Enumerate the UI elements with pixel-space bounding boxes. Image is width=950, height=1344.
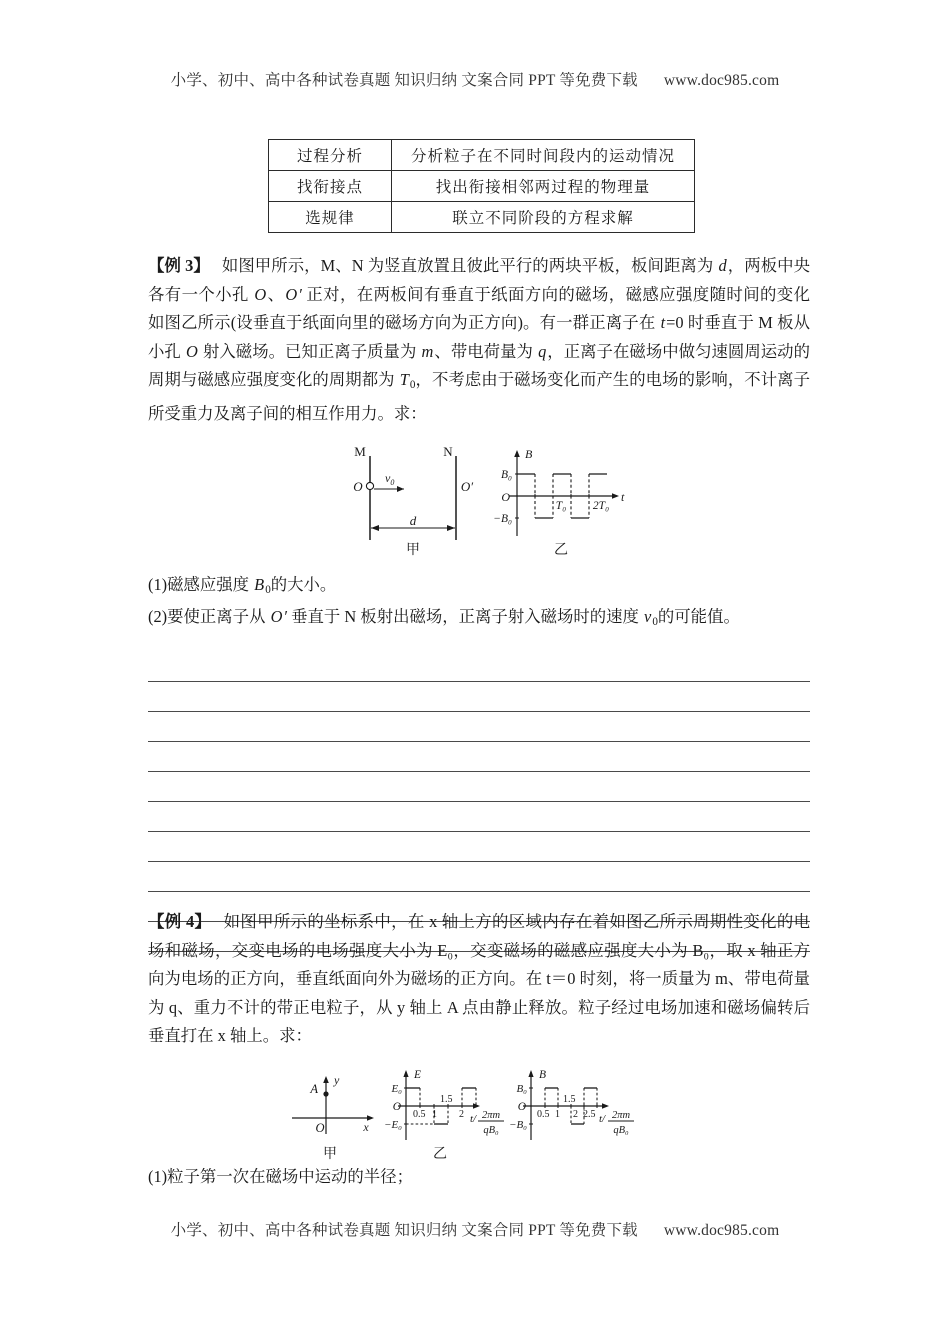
x-axis-label: t	[621, 490, 625, 504]
distance-arrow-head-right	[447, 525, 455, 531]
velocity-label: $v_0$	[385, 471, 395, 487]
b-vs-t-chart-svg	[495, 444, 630, 556]
question2-post: 的可能值。	[657, 607, 740, 626]
x-tick-label-2t0: 2T₀	[592, 500, 610, 512]
example4-figure-jia	[278, 1072, 388, 1164]
example3-paragraph: 【例 3】 如图甲所示，M、N 为竖直放置且彼此平行的两块平板，板间距离为 d，两板中央各有一个小孔 O、O′ 正对，在两板间有垂直于纸面方向的磁场，磁感应强度随时间的变化如图乙所示(设垂直于纸面向里的磁场方向为正方向)。有一群正离子在 t=0 时垂直于 M 板从小孔 O 射入磁场。已知正离子质量为 m、带电荷量为 q，正离子在磁场中做匀速圆周运动的周期与磁感应强度变化的周期都为 T0，不考虑由于磁场变化而产生的电场的影响，不计离子所受重力及离子间的相互作用力。求：	[148, 256, 811, 424]
hole-o-circle	[366, 482, 373, 489]
x-axis-label-numerator: 2πm	[481, 1110, 501, 1121]
example4-tag: 【例 4】	[148, 912, 212, 931]
figure-jia-caption: 甲	[323, 1147, 337, 1162]
table-cell-value: 找出衔接相邻两过程的物理量	[392, 171, 695, 202]
b-vs-t-chart-svg	[503, 1066, 648, 1162]
origin-label: O	[315, 1121, 325, 1135]
y-axis-label: B	[525, 447, 533, 461]
x-axis-label: x	[363, 1120, 369, 1134]
y-min-label: −B₀	[509, 1119, 527, 1131]
table-cell-label: 找衔接点	[269, 171, 392, 202]
point-a-label: A	[310, 1082, 318, 1096]
plates-diagram-svg	[338, 444, 488, 556]
x-tick-label-2: 1.5	[440, 1094, 453, 1105]
example3-text-8: ，正离子在磁场中做匀速圆周运动的周期与磁感应强度变化的周期都为	[148, 341, 810, 390]
x-tick-label-0: 0.5	[413, 1109, 426, 1120]
example3-text-3: 、	[267, 284, 285, 304]
origin-label: O	[392, 1101, 401, 1113]
example3-tag: 【例 3】	[148, 256, 210, 275]
page-footer	[0, 1218, 950, 1240]
answer-line[interactable]	[148, 862, 810, 892]
example3-text-7: 、带电荷量为	[434, 341, 538, 361]
header-text: 小学、初中、高中各种试卷真题 知识归纳 文案合同 PPT 等免费下载	[170, 72, 638, 89]
header-url: www.doc985.com	[663, 72, 780, 89]
answer-line[interactable]	[148, 652, 810, 682]
answer-line[interactable]	[148, 742, 810, 772]
example4-question-1: (1)粒子第一次在磁场中运动的半径；	[148, 1167, 413, 1186]
hole-o-prime-label: O′	[460, 479, 474, 494]
answer-line[interactable]	[148, 712, 810, 742]
answer-line[interactable]	[148, 802, 810, 832]
table-row	[269, 140, 695, 171]
x-axis-arrow	[612, 493, 619, 499]
plate-m-label: M	[354, 444, 366, 459]
figure-yi-caption: 乙	[433, 1147, 447, 1162]
y-min-label: −E₀	[384, 1119, 402, 1131]
x-axis-label-numerator: 2πm	[611, 1110, 631, 1121]
example4-paragraph	[148, 908, 810, 1051]
distance-arrow-head-left	[371, 525, 379, 531]
page-header	[0, 68, 950, 90]
example3-text-1: 如图甲所示，M、N 为竖直放置且彼此平行的两块平板，板间距离为	[221, 256, 718, 275]
y-axis-arrow	[403, 1070, 408, 1077]
example3-text-4: 正对，在两板间有垂直于纸面方向的磁场，磁感应强度随时间的变化如图乙所示(设垂直于纸面向里的磁场方向为正方向)。有一群正离子在	[148, 284, 810, 333]
hole-o-label: O	[353, 479, 363, 494]
y-max-label: B₀	[500, 469, 512, 481]
x-axis-label-denominator: qB₀	[483, 1125, 499, 1136]
x-axis-label-denominator: qB₀	[613, 1125, 629, 1136]
coordinate-system-svg	[278, 1072, 388, 1164]
point-a-marker	[323, 1091, 328, 1096]
example4-text: 如图甲所示的坐标系中，在 x 轴上方的区域内存在着如图乙所示周期性变化的电场和磁场，交变电场的电场强度大小为 E₀，交变磁场的磁感应强度大小为 B₀，取 x 轴正方向为电场的正方向，垂直纸面向外为磁场的正方向。在 t＝0 时刻，将一质量为 m、带电荷量为 q、重力不计的带正电粒子，从 y 轴上 A 点由静止释放。粒子经过电场加速和磁场偏转后垂直打在 x 轴上。求：	[148, 912, 810, 1046]
x-tick-label-1: 1	[555, 1109, 560, 1120]
summary-table-wrap	[268, 139, 695, 233]
footer-url: www.doc985.com	[663, 1222, 780, 1239]
example3-figure-yi	[495, 444, 630, 556]
x-tick-label-t0: T₀	[555, 500, 567, 512]
x-tick-label-1: 1	[432, 1109, 437, 1120]
example4-figure-e-graph	[378, 1066, 503, 1162]
answer-lines	[148, 652, 810, 952]
question2-pre: (2)要使正离子从	[148, 607, 270, 626]
table-row	[269, 202, 695, 233]
y-axis-arrow	[514, 450, 520, 457]
example3-text-5: =0 时垂直于 M 板从小孔	[148, 313, 811, 361]
example3-text-6: 射入磁场。已知正离子质量为	[198, 341, 421, 361]
y-axis-arrow	[323, 1076, 329, 1083]
y-axis-label: y	[334, 1073, 340, 1087]
velocity-arrow-head	[397, 486, 404, 492]
y-axis-arrow	[528, 1070, 533, 1077]
example3-figure-jia	[338, 444, 488, 556]
table-cell-value: 联立不同阶段的方程求解	[392, 202, 695, 233]
y-max-label: E₀	[391, 1083, 402, 1095]
answer-line[interactable]	[148, 682, 810, 712]
answer-line[interactable]	[148, 772, 810, 802]
e-vs-t-chart-svg	[378, 1066, 503, 1162]
example3-question-2: (2)要使正离子从 O′ 垂直于 N 板射出磁场，正离子射入磁场时的速度 v0的可能值。	[148, 607, 740, 629]
example3-text-2: ，两板中央各有一个小孔	[148, 256, 811, 304]
example3-text-9: ，不考虑由于磁场变化而产生的电场的影响，不计离子所受重力及离子间的相互作用力。求：	[148, 370, 810, 424]
x-tick-label-4: 2.5	[583, 1109, 596, 1120]
figure-yi-caption: 乙	[554, 543, 568, 558]
distance-label: d	[409, 513, 417, 528]
table-cell-label: 过程分析	[269, 140, 392, 171]
x-axis-label-prefix: t/	[599, 1113, 606, 1125]
table-row	[269, 171, 695, 202]
figure-jia-caption: 甲	[406, 543, 420, 558]
x-tick-label-3: 2	[459, 1109, 464, 1120]
answer-line[interactable]	[148, 832, 810, 862]
question1-post: 的大小。	[270, 575, 337, 594]
y-axis-label: E	[414, 1069, 422, 1081]
x-tick-label-3: 2	[573, 1109, 578, 1120]
question2-mid: 垂直于 N 板射出磁场，正离子射入磁场时的速度	[287, 607, 644, 626]
origin-label: O	[517, 1101, 526, 1113]
footer-text: 小学、初中、高中各种试卷真题 知识归纳 文案合同 PPT 等免费下载	[170, 1222, 638, 1239]
question1-pre: (1)磁感应强度	[148, 575, 254, 594]
table-cell-label: 选规律	[269, 202, 392, 233]
example4-figure-b-graph	[503, 1066, 648, 1162]
x-tick-label-2: 1.5	[563, 1094, 576, 1105]
x-axis-arrow	[602, 1103, 609, 1109]
y-min-label: −B₀	[493, 513, 512, 525]
x-tick-label-0: 0.5	[537, 1109, 550, 1120]
x-axis-label-prefix: t/	[470, 1113, 477, 1125]
example3-question-1: (1)磁感应强度 B0的大小。	[148, 575, 337, 597]
y-axis-label: B	[539, 1069, 547, 1081]
summary-table	[268, 139, 695, 233]
table-cell-value: 分析粒子在不同时间段内的运动情况	[392, 140, 695, 171]
y-max-label: B₀	[516, 1083, 527, 1095]
plate-n-label: N	[443, 444, 453, 459]
origin-label: O	[501, 490, 510, 504]
